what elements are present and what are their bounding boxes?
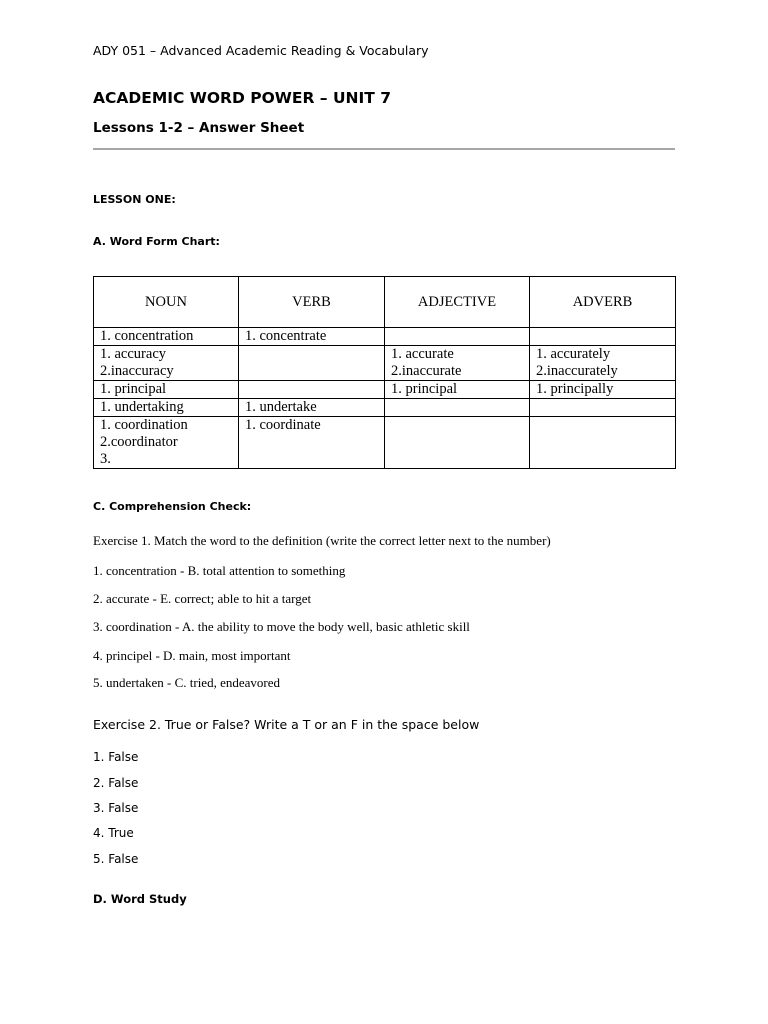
tf-answer-4: 4. True [93, 826, 134, 840]
match-answer-4: 4. principel - D. main, most important [93, 648, 291, 663]
table-cell-verb [239, 417, 385, 469]
match-answer-5: 5. undertaken - C. tried, endeavored [93, 675, 280, 690]
tf-answer-5: 5. False [93, 852, 139, 866]
tf-answer-3: 3. False [93, 801, 139, 815]
header-adjective: ADJECTIVE [385, 277, 530, 328]
match-answer-2: 2. accurate - E. correct; able to hit a target [93, 591, 312, 606]
cell-line: 3. [100, 451, 111, 467]
table-cell-noun [94, 346, 239, 381]
word-form-chart-heading: A. Word Form Chart: [93, 235, 220, 248]
cell-line: 1. principal [391, 381, 458, 397]
table-row [94, 399, 676, 417]
header-noun: NOUN [94, 277, 239, 328]
table-cell-adjective [385, 381, 530, 399]
table-cell-noun [94, 417, 239, 469]
table-cell-noun [94, 399, 239, 417]
match-answer-1: 1. concentration - B. total attention to something [93, 563, 346, 578]
document-title: ACADEMIC WORD POWER – UNIT 7 [93, 89, 392, 107]
cell-line: 1. accuracy [100, 346, 167, 362]
table-cell-adverb [530, 381, 676, 399]
table-cell-verb [239, 328, 385, 346]
cell-line: 1. concentrate [245, 328, 327, 344]
table-cell-adverb [530, 417, 676, 469]
table-row [94, 328, 676, 346]
table-row [94, 346, 676, 381]
cell-line: 1. coordinate [245, 417, 321, 433]
header-adverb: ADVERB [530, 277, 676, 328]
header-verb: VERB [239, 277, 385, 328]
cell-line: 1. undertaking [100, 399, 184, 415]
header-divider [93, 148, 675, 150]
cell-line: 1. principal [100, 381, 167, 397]
course-name: ADY 051 – Advanced Academic Reading & Vocabulary [93, 43, 429, 58]
word-study-heading: D. Word Study [93, 892, 187, 906]
table-cell-adverb [530, 328, 676, 346]
exercise1-instruction: Exercise 1. Match the word to the definition (write the correct letter next to the number) [93, 533, 551, 548]
table-cell-verb [239, 399, 385, 417]
table-cell-verb [239, 346, 385, 381]
table-cell-adjective [385, 399, 530, 417]
cell-line: 1. undertake [245, 399, 317, 415]
cell-line: 2.inaccuracy [100, 363, 174, 379]
document-subtitle: Lessons 1-2 – Answer Sheet [93, 120, 305, 136]
table-header-row [94, 277, 676, 328]
exercise2-instruction: Exercise 2. True or False? Write a T or an F in the space below [93, 717, 480, 732]
cell-line: 2.inaccurately [536, 363, 618, 379]
match-answer-3: 3. coordination - A. the ability to move the body well, basic athletic skill [93, 619, 470, 634]
table-cell-adjective [385, 346, 530, 381]
table-cell-adverb [530, 399, 676, 417]
cell-line: 2.inaccurate [391, 363, 462, 379]
table-cell-adjective [385, 328, 530, 346]
tf-answer-1: 1. False [93, 750, 139, 764]
table-cell-adjective [385, 417, 530, 469]
table-cell-noun [94, 381, 239, 399]
table-row [94, 417, 676, 469]
cell-line: 1. coordination [100, 417, 188, 433]
table-cell-adverb [530, 346, 676, 381]
word-form-table [93, 276, 676, 469]
cell-line: 1. accurately [536, 346, 611, 362]
table-cell-verb [239, 381, 385, 399]
cell-line: 1. concentration [100, 328, 194, 344]
cell-line: 1. principally [536, 381, 614, 397]
comprehension-heading: C. Comprehension Check: [93, 500, 252, 513]
cell-line: 2.coordinator [100, 434, 178, 450]
tf-answer-2: 2. False [93, 776, 139, 790]
table-cell-noun [94, 328, 239, 346]
lesson-one-heading: LESSON ONE: [93, 193, 176, 206]
table-row [94, 381, 676, 399]
cell-line: 1. accurate [391, 346, 454, 362]
